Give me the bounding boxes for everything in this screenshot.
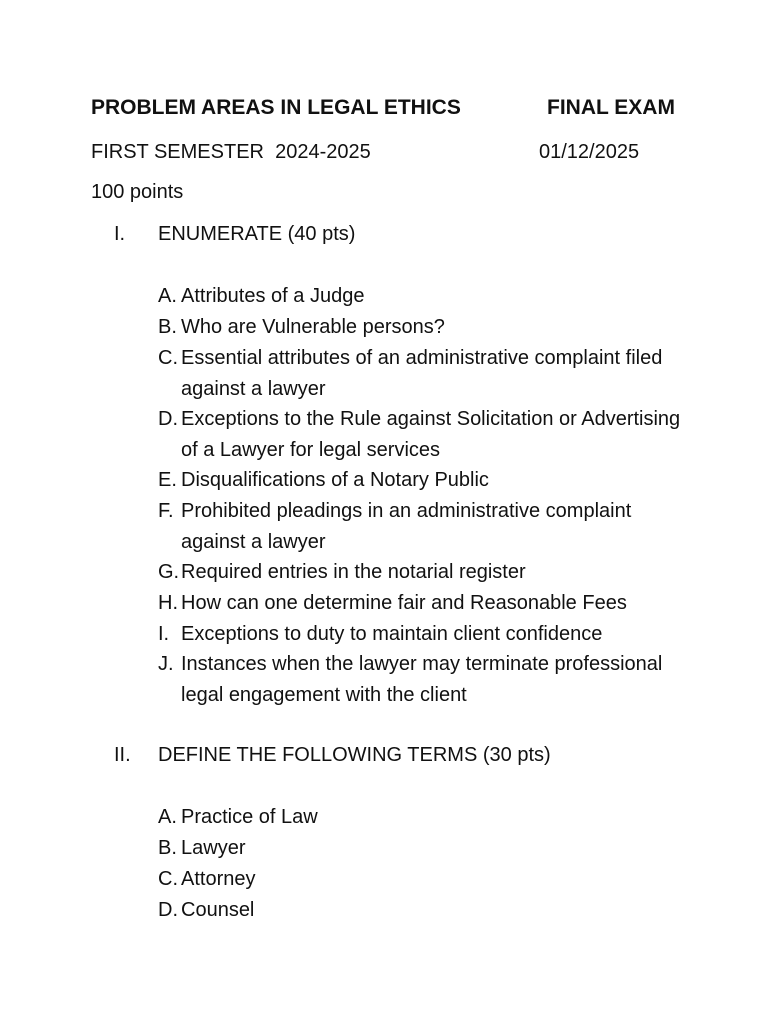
item-text: Prohibited pleadings in an administrative complaint against a lawyer <box>181 500 632 553</box>
item-text: Required entries in the notarial register <box>181 561 526 583</box>
total-points: 100 points <box>91 181 184 203</box>
item-letter: D. <box>158 408 178 430</box>
list-item <box>158 404 698 466</box>
item-text: Practice of Law <box>181 806 318 828</box>
section-title: DEFINE THE FOLLOWING TERMS (30 pts) <box>158 744 551 766</box>
item-text: How can one determine fair and Reasonable Fees <box>181 592 627 614</box>
item-letter: D. <box>158 899 178 921</box>
list-item <box>158 496 698 558</box>
item-text: Counsel <box>181 899 255 921</box>
item-letter: I. <box>158 623 170 645</box>
course-title: PROBLEM AREAS IN LEGAL ETHICS <box>91 96 461 119</box>
item-letter: A. <box>158 285 177 307</box>
list-item <box>158 281 698 312</box>
item-text: Disqualifications of a Notary Public <box>181 469 489 491</box>
list-item <box>158 895 698 926</box>
item-text: Lawyer <box>181 837 246 859</box>
item-text: Essential attributes of an administrative complaint filed against a lawyer <box>181 347 663 400</box>
list-item <box>158 465 698 496</box>
section-heading-enumerate <box>114 223 355 246</box>
item-letter: F. <box>158 500 174 522</box>
item-letter: H. <box>158 592 178 614</box>
section-title: ENUMERATE (40 pts) <box>158 223 356 245</box>
item-text: Attorney <box>181 868 256 890</box>
list-item <box>158 833 698 864</box>
item-letter: C. <box>158 868 178 890</box>
item-text: Attributes of a Judge <box>181 285 365 307</box>
item-text: Instances when the lawyer may terminate professional legal engagement with the client <box>181 653 663 706</box>
list-item <box>158 619 698 650</box>
item-letter: G. <box>158 561 180 583</box>
item-text: Exceptions to the Rule against Solicitation or Advertising of a Lawyer for legal services <box>181 408 681 461</box>
section-numeral: I. <box>114 223 126 245</box>
list-item <box>158 864 698 895</box>
list-item <box>158 588 698 619</box>
item-letter: J. <box>158 653 174 675</box>
item-text: Who are Vulnerable persons? <box>181 316 445 338</box>
item-text: Exceptions to duty to maintain client confidence <box>181 623 603 645</box>
list-item <box>158 343 698 405</box>
item-letter: E. <box>158 469 177 491</box>
semester-row <box>91 141 691 164</box>
item-letter: A. <box>158 806 177 828</box>
item-letter: B. <box>158 837 177 859</box>
item-letter: B. <box>158 316 177 338</box>
exam-type: FINAL EXAM <box>547 96 675 119</box>
list-item <box>158 802 698 833</box>
list-item <box>158 557 698 588</box>
list-item <box>158 649 698 711</box>
title-row <box>91 96 691 120</box>
section-heading-define <box>114 744 551 767</box>
item-letter: C. <box>158 347 178 369</box>
semester-label: FIRST SEMESTER 2024-2025 <box>91 141 371 163</box>
list-item <box>158 312 698 343</box>
section-numeral: II. <box>114 744 131 766</box>
exam-date: 01/12/2025 <box>539 141 640 163</box>
